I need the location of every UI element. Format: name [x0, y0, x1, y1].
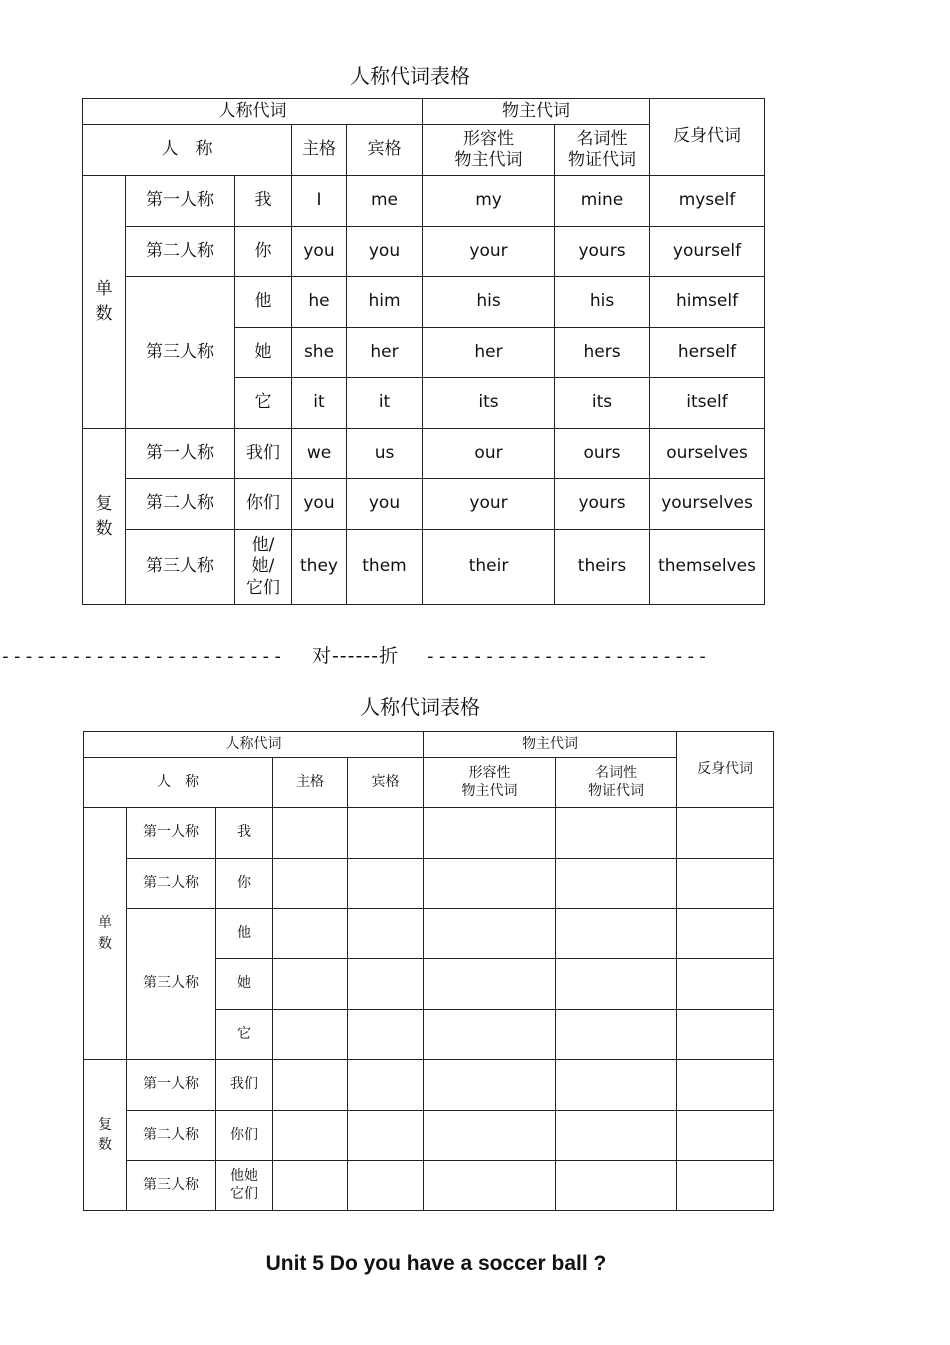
- blank-cell[interactable]: [273, 1060, 348, 1111]
- table-row: [83, 277, 765, 328]
- cell-adj: your: [423, 479, 555, 530]
- header-possessive: 物主代词: [424, 732, 677, 758]
- cell-cn: 我: [235, 176, 292, 227]
- table-title: 人称代词表格: [350, 64, 470, 88]
- person-first: 第一人称: [127, 808, 216, 859]
- blank-cell[interactable]: [348, 1161, 424, 1211]
- cell-object: him: [347, 277, 423, 328]
- cell-reflexive: himself: [650, 277, 765, 328]
- cell-noun: yours: [555, 479, 650, 530]
- cell-noun: its: [555, 378, 650, 429]
- header-subject: 主格: [273, 758, 348, 808]
- cell-cn: 你们: [216, 1111, 273, 1161]
- cell-reflexive: myself: [650, 176, 765, 227]
- cell-noun: hers: [555, 328, 650, 378]
- header-reflexive: 反身代词: [650, 99, 765, 176]
- header-subject: 主格: [292, 125, 347, 176]
- table-row: [83, 429, 765, 479]
- blank-cell[interactable]: [677, 808, 774, 859]
- cell-adj: our: [423, 429, 555, 479]
- cell-object: her: [347, 328, 423, 378]
- cell-subject: you: [292, 479, 347, 530]
- cell-adj: my: [423, 176, 555, 227]
- cell-cn: 它: [235, 378, 292, 429]
- blank-cell[interactable]: [556, 1111, 677, 1161]
- blank-cell[interactable]: [273, 959, 348, 1010]
- header-reflexive: 反身代词: [677, 732, 774, 808]
- fold-dashes-right: ------------------------: [424, 646, 710, 667]
- blank-cell[interactable]: [677, 1111, 774, 1161]
- cell-noun: ours: [555, 429, 650, 479]
- header-object: 宾格: [347, 125, 423, 176]
- cell-cn: 她: [216, 959, 273, 1010]
- worksheet-title: 人称代词表格: [360, 695, 480, 719]
- blank-cell[interactable]: [677, 1060, 774, 1111]
- plural-label: 复 数: [83, 429, 126, 605]
- blank-cell[interactable]: [348, 1111, 424, 1161]
- cell-object: it: [347, 378, 423, 429]
- cell-subject: it: [292, 378, 347, 429]
- blank-cell[interactable]: [556, 859, 677, 909]
- blank-cell[interactable]: [556, 909, 677, 959]
- pronoun-table-filled: [82, 98, 765, 605]
- cell-cn: 你: [216, 859, 273, 909]
- cell-noun: theirs: [555, 530, 650, 605]
- cell-object: me: [347, 176, 423, 227]
- cell-cn: 他/ 她/ 它们: [235, 530, 292, 605]
- cell-cn: 他: [235, 277, 292, 328]
- header-person: 人 称: [84, 758, 273, 808]
- person-second: 第二人称: [126, 227, 235, 277]
- table-row: [83, 530, 765, 605]
- pronoun-table-blank: [83, 731, 774, 1211]
- cell-cn: 他她 它们: [216, 1161, 273, 1211]
- blank-cell[interactable]: [424, 1161, 556, 1211]
- table-row: [84, 1060, 774, 1111]
- cell-cn: 你: [235, 227, 292, 277]
- person-third: 第三人称: [127, 909, 216, 1060]
- cell-reflexive: yourself: [650, 227, 765, 277]
- cell-cn: 我们: [216, 1060, 273, 1111]
- cell-subject: I: [292, 176, 347, 227]
- person-third: 第三人称: [127, 1161, 216, 1211]
- person-first: 第一人称: [126, 176, 235, 227]
- cell-subject: they: [292, 530, 347, 605]
- singular-label: 单 数: [83, 176, 126, 429]
- cell-adj: your: [423, 227, 555, 277]
- blank-cell[interactable]: [424, 1010, 556, 1060]
- blank-cell[interactable]: [556, 1161, 677, 1211]
- cell-reflexive: themselves: [650, 530, 765, 605]
- cell-reflexive: yourselves: [650, 479, 765, 530]
- blank-cell[interactable]: [348, 1010, 424, 1060]
- cell-noun: his: [555, 277, 650, 328]
- person-first: 第一人称: [127, 1060, 216, 1111]
- blank-cell[interactable]: [273, 859, 348, 909]
- cell-noun: yours: [555, 227, 650, 277]
- blank-cell[interactable]: [273, 1111, 348, 1161]
- unit-heading: Unit 5 Do you have a soccer ball ?: [265, 1252, 607, 1275]
- blank-cell[interactable]: [677, 909, 774, 959]
- blank-cell[interactable]: [424, 909, 556, 959]
- blank-cell[interactable]: [556, 959, 677, 1010]
- header-object: 宾格: [348, 758, 424, 808]
- blank-cell[interactable]: [424, 959, 556, 1010]
- person-second: 第二人称: [126, 479, 235, 530]
- fold-line: [0, 641, 950, 668]
- header-person: 人 称: [83, 125, 292, 176]
- fold-dashes-left: ------------------------: [0, 646, 285, 667]
- singular-label: 单 数: [84, 808, 127, 1060]
- blank-cell[interactable]: [424, 808, 556, 859]
- table-row: [84, 859, 774, 909]
- cell-adj: its: [423, 378, 555, 429]
- fold-label: 对------折: [311, 645, 400, 667]
- person-third: 第三人称: [126, 277, 235, 429]
- blank-cell[interactable]: [273, 1161, 348, 1211]
- blank-cell[interactable]: [677, 959, 774, 1010]
- blank-cell[interactable]: [556, 808, 677, 859]
- cell-reflexive: itself: [650, 378, 765, 429]
- blank-cell[interactable]: [556, 1060, 677, 1111]
- cell-adj: his: [423, 277, 555, 328]
- table-row: [84, 1161, 774, 1211]
- blank-cell[interactable]: [677, 1010, 774, 1060]
- cell-subject: you: [292, 227, 347, 277]
- cell-subject: we: [292, 429, 347, 479]
- cell-adj: their: [423, 530, 555, 605]
- cell-cn: 她: [235, 328, 292, 378]
- cell-object: you: [347, 227, 423, 277]
- blank-cell[interactable]: [677, 1161, 774, 1211]
- blank-cell[interactable]: [556, 1010, 677, 1060]
- table-row: [83, 227, 765, 277]
- header-adjective-possessive: 形容性 物主代词: [424, 758, 556, 808]
- header-noun-possessive: 名词性 物证代词: [556, 758, 677, 808]
- blank-cell[interactable]: [348, 1060, 424, 1111]
- table-row: [84, 1111, 774, 1161]
- header-adjective-possessive: 形容性 物主代词: [423, 125, 555, 176]
- table-row: [84, 808, 774, 859]
- header-noun-possessive: 名词性 物证代词: [555, 125, 650, 176]
- person-first: 第一人称: [126, 429, 235, 479]
- blank-cell[interactable]: [348, 859, 424, 909]
- blank-cell[interactable]: [348, 808, 424, 859]
- cell-adj: her: [423, 328, 555, 378]
- cell-subject: she: [292, 328, 347, 378]
- blank-cell[interactable]: [424, 1111, 556, 1161]
- cell-cn: 我: [216, 808, 273, 859]
- blank-cell[interactable]: [424, 1060, 556, 1111]
- cell-object: us: [347, 429, 423, 479]
- blank-cell[interactable]: [677, 859, 774, 909]
- header-personal: 人称代词: [83, 99, 423, 125]
- blank-cell[interactable]: [273, 1010, 348, 1060]
- cell-cn: 你们: [235, 479, 292, 530]
- table-row: [84, 909, 774, 959]
- header-possessive: 物主代词: [423, 99, 650, 125]
- header-personal: 人称代词: [84, 732, 424, 758]
- blank-cell[interactable]: [273, 909, 348, 959]
- cell-reflexive: ourselves: [650, 429, 765, 479]
- plural-label: 复 数: [84, 1060, 127, 1211]
- blank-cell[interactable]: [348, 959, 424, 1010]
- cell-cn: 它: [216, 1010, 273, 1060]
- person-third: 第三人称: [126, 530, 235, 605]
- blank-cell[interactable]: [424, 859, 556, 909]
- blank-cell[interactable]: [348, 909, 424, 959]
- cell-object: you: [347, 479, 423, 530]
- cell-object: them: [347, 530, 423, 605]
- table-row: [83, 479, 765, 530]
- cell-noun: mine: [555, 176, 650, 227]
- cell-subject: he: [292, 277, 347, 328]
- person-second: 第二人称: [127, 859, 216, 909]
- person-second: 第二人称: [127, 1111, 216, 1161]
- cell-cn: 我们: [235, 429, 292, 479]
- cell-reflexive: herself: [650, 328, 765, 378]
- cell-cn: 他: [216, 909, 273, 959]
- blank-cell[interactable]: [273, 808, 348, 859]
- table-row: [83, 176, 765, 227]
